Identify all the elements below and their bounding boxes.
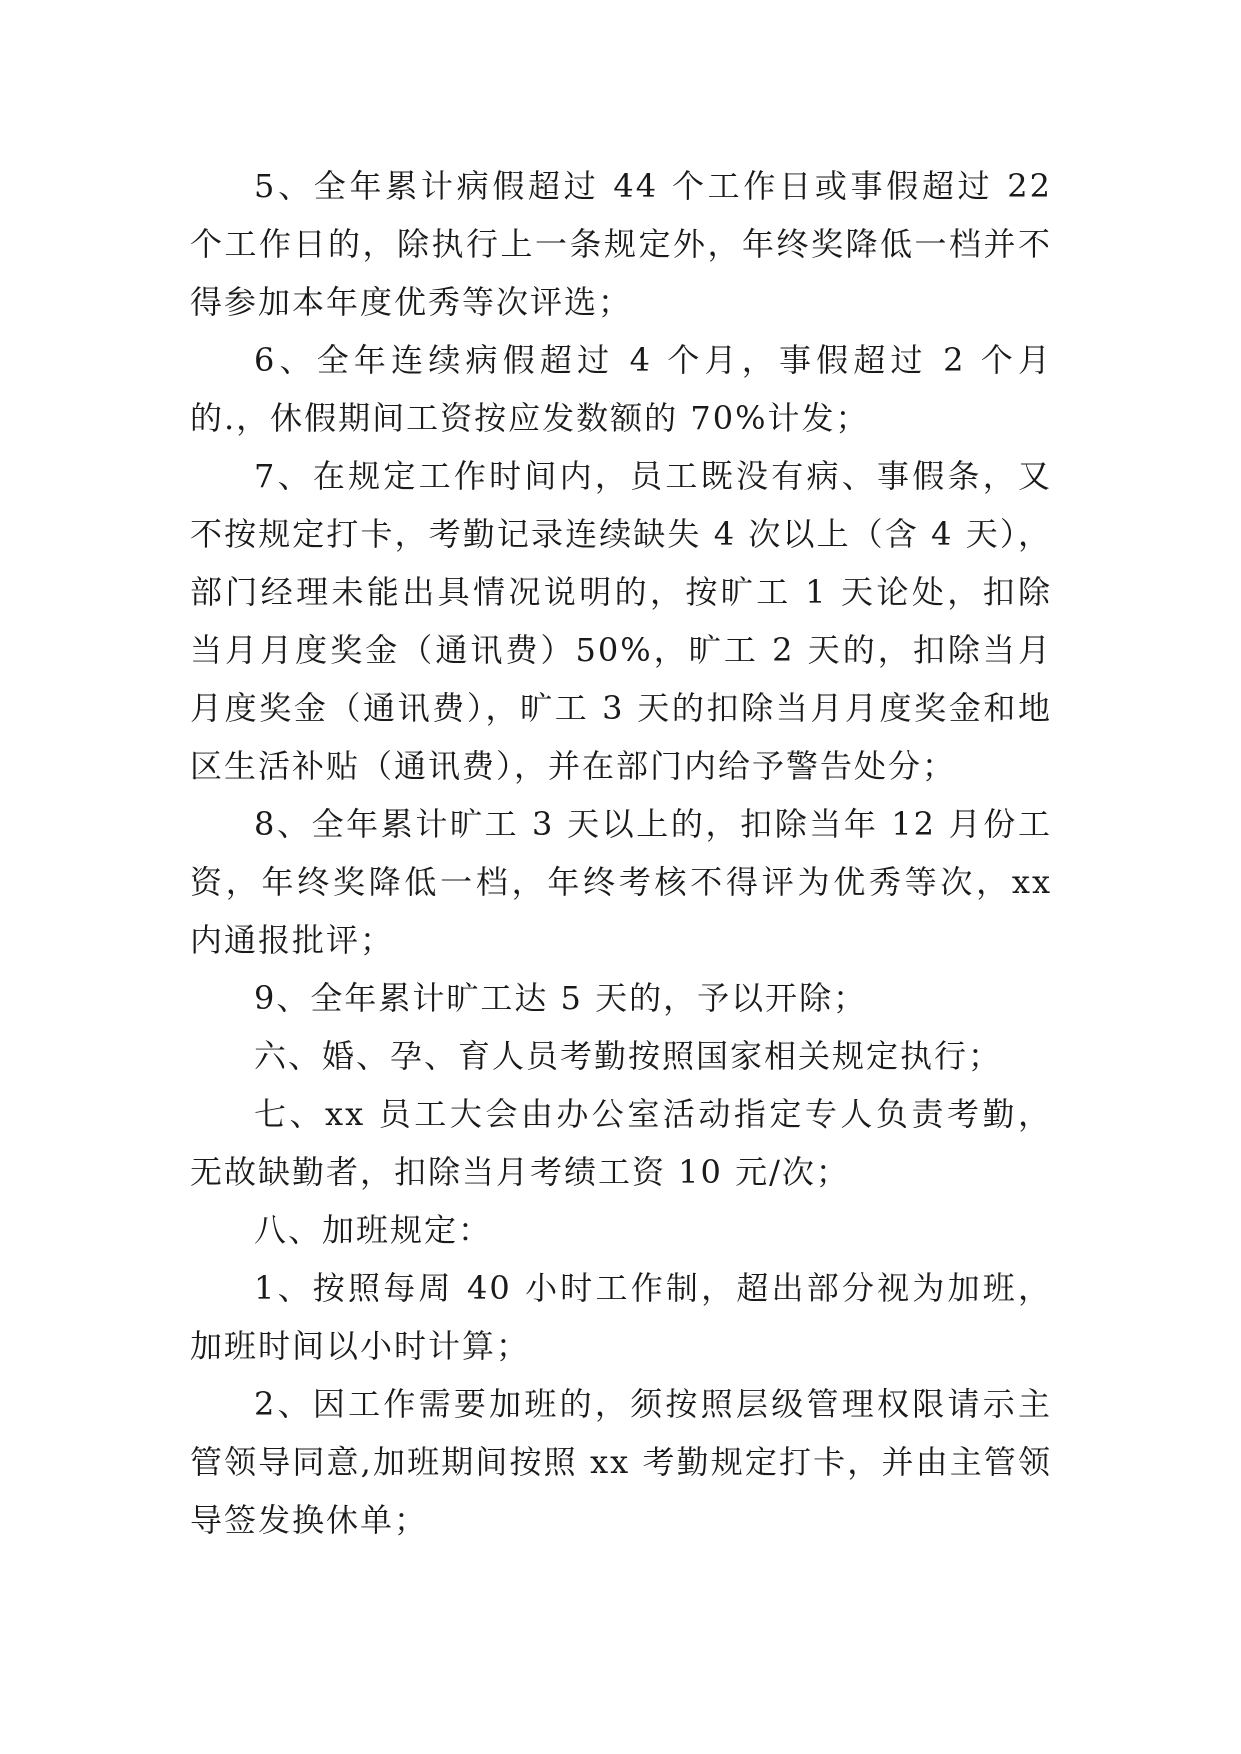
paragraph-continuous-leave: 6、全年连续病假超过 4 个月，事假超过 2 个月的.，休假期间工资按应发数额的 70%计发； (190, 341, 1052, 437)
paragraph-missing-clock-in: 7、在规定工作时间内，员工既没有病、事假条，又不按规定打卡，考勤记录连续缺失 4 次以上（含 4 天），部门经理未能出具情况说明的，按旷工 1 天论处，扣除当月月度奖金（通讯费）50%，旷工 2 天的，扣除当月月度奖金（通讯费），旷工 3 天的扣除当月月度奖金和地区生活补贴（通讯费），并在部门内给予警告处分； (190, 457, 1052, 785)
document-body (190, 157, 1052, 1549)
paragraph-sick-leave-annual: 5、全年累计病假超过 44 个工作日或事假超过 22 个工作日的，除执行上一条规定外，年终奖降低一档并不得参加本年度优秀等次评选； (190, 167, 1052, 321)
paragraph-overtime-40-hours: 1、按照每周 40 小时工作制，超出部分视为加班，加班时间以小时计算； (190, 1269, 1052, 1365)
paragraph-overtime-approval: 2、因工作需要加班的，须按照层级管理权限请示主管领导同意,加班期间按照 xx 考勤规定打卡，并由主管领导签发换休单； (190, 1385, 1052, 1539)
paragraph-absenteeism-3-days: 8、全年累计旷工 3 天以上的，扣除当年 12 月份工资，年终奖降低一档，年终考核不得评为优秀等次，xx 内通报批评； (190, 805, 1052, 959)
paragraph-absenteeism-5-days: 9、全年累计旷工达 5 天的，予以开除； (254, 979, 868, 1017)
paragraph-section-7: 七、xx 员工大会由办公室活动指定专人负责考勤，无故缺勤者，扣除当月考绩工资 10 元/次； (190, 1095, 1052, 1191)
paragraph-section-8-heading: 八、加班规定： (254, 1211, 493, 1249)
paragraph-section-6: 六、婚、孕、育人员考勤按照国家相关规定执行； (254, 1037, 1003, 1075)
